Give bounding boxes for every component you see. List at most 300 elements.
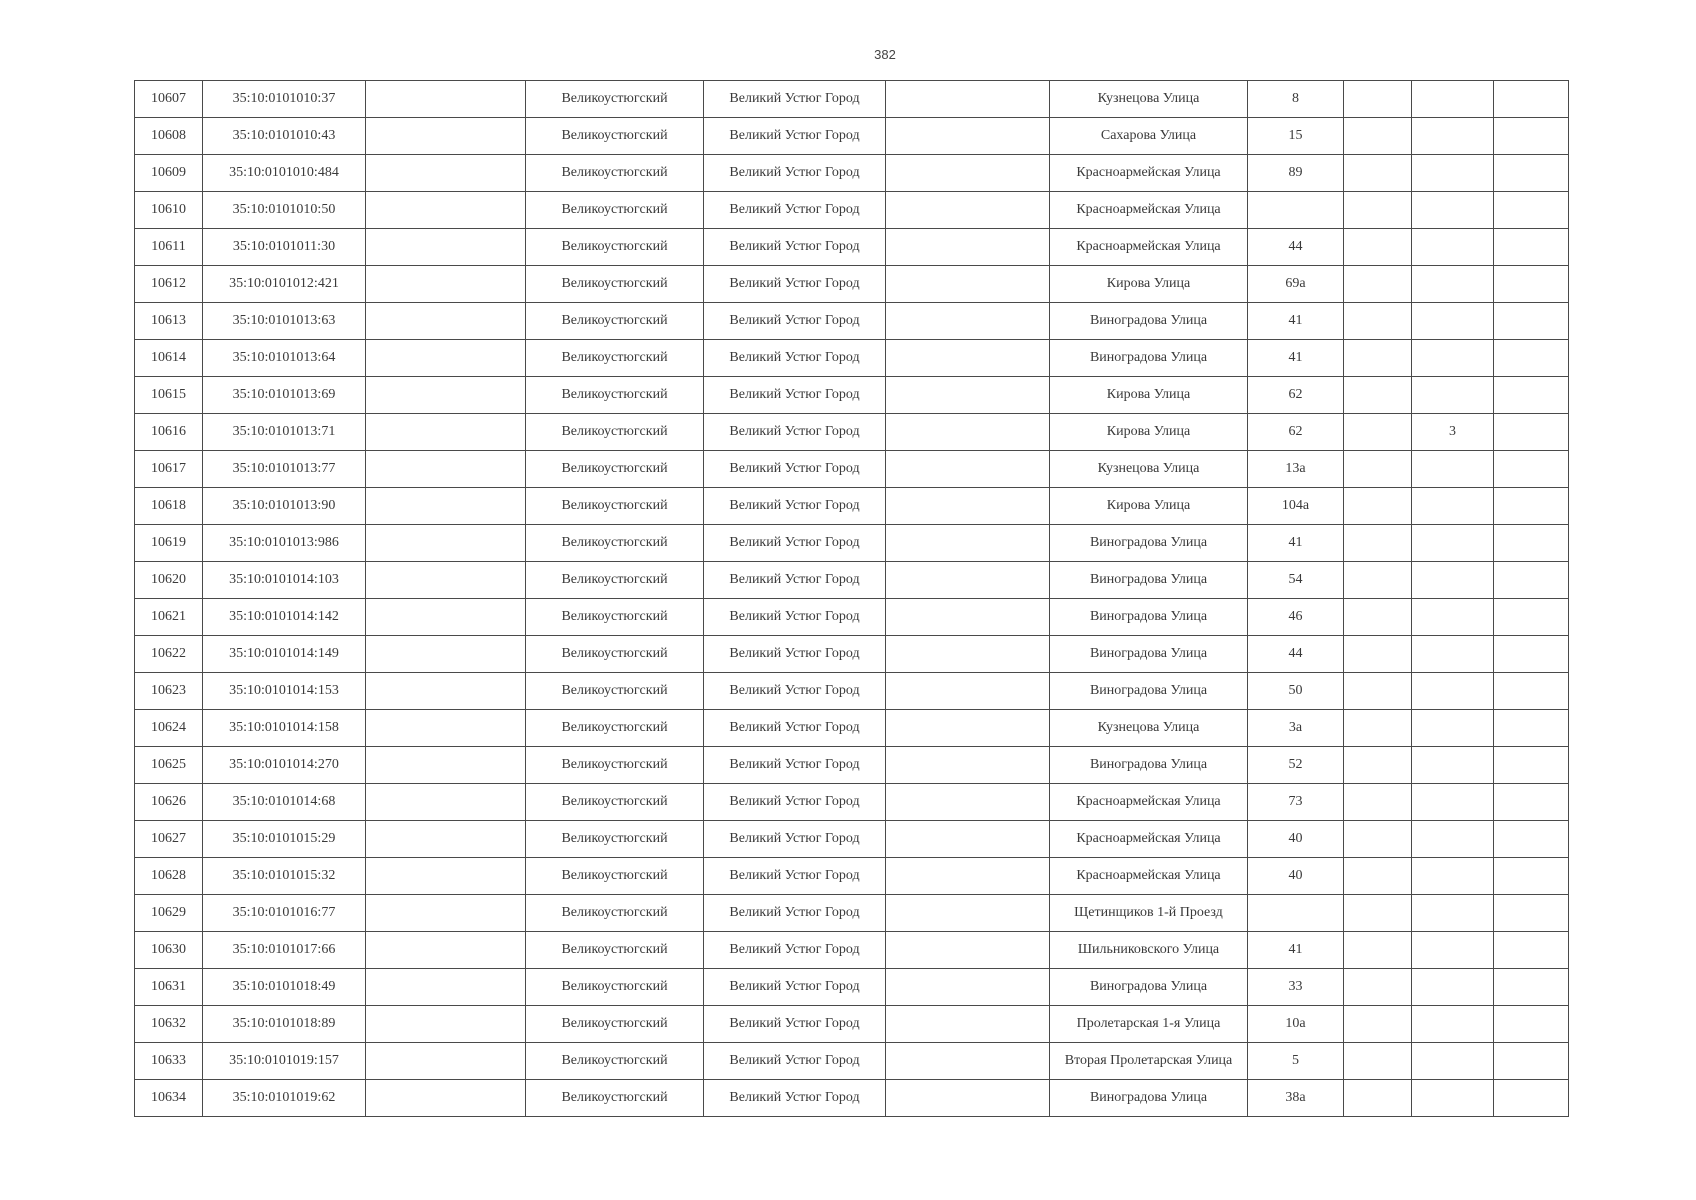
cell-blank-column-d xyxy=(1494,932,1569,969)
cell-district: Великоустюгский xyxy=(526,932,704,969)
cell-row-number: 10628 xyxy=(135,858,203,895)
cell-blank-column-b xyxy=(886,710,1050,747)
cell-blank-column-d xyxy=(1494,1043,1569,1080)
table-row xyxy=(135,710,1569,747)
cell-apartment xyxy=(1412,1043,1494,1080)
cell-district: Великоустюгский xyxy=(526,895,704,932)
cell-house-number: 3а xyxy=(1248,710,1344,747)
cell-row-number: 10626 xyxy=(135,784,203,821)
cell-cadastral-number: 35:10:0101014:149 xyxy=(203,636,366,673)
cell-house-number: 41 xyxy=(1248,303,1344,340)
cell-row-number: 10632 xyxy=(135,1006,203,1043)
cell-row-number: 10622 xyxy=(135,636,203,673)
cell-street: Сахарова Улица xyxy=(1050,118,1248,155)
cell-blank-column-a xyxy=(366,784,526,821)
cell-district: Великоустюгский xyxy=(526,266,704,303)
cell-cadastral-number: 35:10:0101016:77 xyxy=(203,895,366,932)
cell-street: Кузнецова Улица xyxy=(1050,81,1248,118)
cell-blank-column-a xyxy=(366,451,526,488)
cell-blank-column-b xyxy=(886,451,1050,488)
cell-street: Красноармейская Улица xyxy=(1050,821,1248,858)
cell-district: Великоустюгский xyxy=(526,969,704,1006)
cell-row-number: 10607 xyxy=(135,81,203,118)
cell-blank-column-b xyxy=(886,895,1050,932)
cell-blank-column-c xyxy=(1344,266,1412,303)
cell-settlement: Великий Устюг Город xyxy=(704,229,886,266)
cell-blank-column-b xyxy=(886,1080,1050,1117)
cell-house-number: 8 xyxy=(1248,81,1344,118)
cell-apartment xyxy=(1412,562,1494,599)
table-row xyxy=(135,821,1569,858)
cell-blank-column-d xyxy=(1494,858,1569,895)
cell-blank-column-b xyxy=(886,155,1050,192)
cell-street: Кирова Улица xyxy=(1050,377,1248,414)
cell-cadastral-number: 35:10:0101017:66 xyxy=(203,932,366,969)
cell-street: Виноградова Улица xyxy=(1050,303,1248,340)
cell-cadastral-number: 35:10:0101013:986 xyxy=(203,525,366,562)
cell-street: Красноармейская Улица xyxy=(1050,858,1248,895)
cell-blank-column-c xyxy=(1344,932,1412,969)
cell-row-number: 10629 xyxy=(135,895,203,932)
cell-row-number: 10617 xyxy=(135,451,203,488)
cell-settlement: Великий Устюг Город xyxy=(704,266,886,303)
registry-table xyxy=(134,80,1569,1117)
cell-house-number xyxy=(1248,895,1344,932)
cell-house-number: 5 xyxy=(1248,1043,1344,1080)
cell-apartment xyxy=(1412,784,1494,821)
cell-blank-column-b xyxy=(886,266,1050,303)
cell-settlement: Великий Устюг Город xyxy=(704,562,886,599)
cell-blank-column-b xyxy=(886,599,1050,636)
cell-street: Кузнецова Улица xyxy=(1050,710,1248,747)
cell-street: Кирова Улица xyxy=(1050,414,1248,451)
cell-house-number: 44 xyxy=(1248,636,1344,673)
cell-district: Великоустюгский xyxy=(526,710,704,747)
cell-blank-column-a xyxy=(366,562,526,599)
table-row xyxy=(135,340,1569,377)
cell-settlement: Великий Устюг Город xyxy=(704,784,886,821)
cell-street: Шильниковского Улица xyxy=(1050,932,1248,969)
cell-house-number: 104а xyxy=(1248,488,1344,525)
cell-blank-column-c xyxy=(1344,340,1412,377)
cell-house-number: 15 xyxy=(1248,118,1344,155)
cell-row-number: 10615 xyxy=(135,377,203,414)
cell-cadastral-number: 35:10:0101015:32 xyxy=(203,858,366,895)
cell-blank-column-d xyxy=(1494,710,1569,747)
table-row xyxy=(135,784,1569,821)
cell-district: Великоустюгский xyxy=(526,1043,704,1080)
cell-blank-column-a xyxy=(366,969,526,1006)
table-row xyxy=(135,451,1569,488)
cell-blank-column-c xyxy=(1344,488,1412,525)
cell-blank-column-d xyxy=(1494,488,1569,525)
cell-blank-column-d xyxy=(1494,969,1569,1006)
cell-blank-column-c xyxy=(1344,1080,1412,1117)
cell-blank-column-a xyxy=(366,229,526,266)
cell-row-number: 10608 xyxy=(135,118,203,155)
cell-settlement: Великий Устюг Город xyxy=(704,303,886,340)
cell-house-number: 41 xyxy=(1248,525,1344,562)
cell-settlement: Великий Устюг Город xyxy=(704,636,886,673)
table-row xyxy=(135,1080,1569,1117)
cell-cadastral-number: 35:10:0101018:89 xyxy=(203,1006,366,1043)
cell-row-number: 10609 xyxy=(135,155,203,192)
cell-house-number: 10а xyxy=(1248,1006,1344,1043)
cell-street: Виноградова Улица xyxy=(1050,562,1248,599)
cell-apartment xyxy=(1412,821,1494,858)
table-row xyxy=(135,1043,1569,1080)
cell-street: Красноармейская Улица xyxy=(1050,192,1248,229)
cell-blank-column-c xyxy=(1344,858,1412,895)
page-number: 382 xyxy=(874,47,896,62)
cell-cadastral-number: 35:10:0101019:62 xyxy=(203,1080,366,1117)
cell-apartment xyxy=(1412,1080,1494,1117)
cell-district: Великоустюгский xyxy=(526,377,704,414)
cell-house-number: 46 xyxy=(1248,599,1344,636)
cell-row-number: 10631 xyxy=(135,969,203,1006)
table-row xyxy=(135,747,1569,784)
cell-apartment xyxy=(1412,451,1494,488)
cell-house-number: 38а xyxy=(1248,1080,1344,1117)
cell-apartment xyxy=(1412,377,1494,414)
cell-blank-column-c xyxy=(1344,229,1412,266)
cell-cadastral-number: 35:10:0101013:77 xyxy=(203,451,366,488)
table-row xyxy=(135,1006,1569,1043)
cell-house-number: 62 xyxy=(1248,414,1344,451)
table-row xyxy=(135,81,1569,118)
cell-house-number: 13а xyxy=(1248,451,1344,488)
cell-cadastral-number: 35:10:0101014:158 xyxy=(203,710,366,747)
table-row xyxy=(135,673,1569,710)
cell-row-number: 10620 xyxy=(135,562,203,599)
cell-apartment xyxy=(1412,118,1494,155)
cell-apartment xyxy=(1412,266,1494,303)
cell-blank-column-b xyxy=(886,673,1050,710)
cell-row-number: 10610 xyxy=(135,192,203,229)
cell-apartment xyxy=(1412,932,1494,969)
cell-apartment xyxy=(1412,710,1494,747)
cell-blank-column-a xyxy=(366,414,526,451)
cell-blank-column-b xyxy=(886,229,1050,266)
cell-blank-column-b xyxy=(886,747,1050,784)
cell-blank-column-c xyxy=(1344,525,1412,562)
table-row xyxy=(135,229,1569,266)
cell-blank-column-d xyxy=(1494,562,1569,599)
cell-district: Великоустюгский xyxy=(526,1080,704,1117)
cell-blank-column-c xyxy=(1344,377,1412,414)
cell-cadastral-number: 35:10:0101015:29 xyxy=(203,821,366,858)
cell-blank-column-a xyxy=(366,155,526,192)
cell-blank-column-d xyxy=(1494,81,1569,118)
cell-street: Виноградова Улица xyxy=(1050,1080,1248,1117)
cell-apartment xyxy=(1412,636,1494,673)
cell-blank-column-a xyxy=(366,673,526,710)
cell-street: Виноградова Улица xyxy=(1050,636,1248,673)
cell-district: Великоустюгский xyxy=(526,1006,704,1043)
cell-blank-column-a xyxy=(366,266,526,303)
cell-row-number: 10625 xyxy=(135,747,203,784)
cell-blank-column-c xyxy=(1344,1043,1412,1080)
cell-blank-column-a xyxy=(366,1080,526,1117)
cell-district: Великоустюгский xyxy=(526,636,704,673)
cell-blank-column-a xyxy=(366,858,526,895)
cell-blank-column-b xyxy=(886,1043,1050,1080)
cell-street: Виноградова Улица xyxy=(1050,525,1248,562)
cell-settlement: Великий Устюг Город xyxy=(704,1080,886,1117)
cell-blank-column-a xyxy=(366,488,526,525)
cell-blank-column-a xyxy=(366,81,526,118)
cell-apartment xyxy=(1412,599,1494,636)
cell-apartment xyxy=(1412,488,1494,525)
cell-blank-column-d xyxy=(1494,229,1569,266)
cell-house-number: 62 xyxy=(1248,377,1344,414)
cell-blank-column-d xyxy=(1494,821,1569,858)
cell-house-number: 73 xyxy=(1248,784,1344,821)
cell-house-number: 33 xyxy=(1248,969,1344,1006)
cell-apartment xyxy=(1412,155,1494,192)
registry-table-body xyxy=(135,81,1569,1117)
cell-street: Щетинщиков 1-й Проезд xyxy=(1050,895,1248,932)
cell-street: Вторая Пролетарская Улица xyxy=(1050,1043,1248,1080)
cell-apartment xyxy=(1412,340,1494,377)
cell-blank-column-d xyxy=(1494,895,1569,932)
cell-settlement: Великий Устюг Город xyxy=(704,858,886,895)
cell-blank-column-c xyxy=(1344,303,1412,340)
cell-apartment xyxy=(1412,81,1494,118)
cell-blank-column-d xyxy=(1494,636,1569,673)
cell-settlement: Великий Устюг Город xyxy=(704,414,886,451)
cell-blank-column-b xyxy=(886,525,1050,562)
cell-district: Великоустюгский xyxy=(526,673,704,710)
cell-cadastral-number: 35:10:0101010:484 xyxy=(203,155,366,192)
cell-cadastral-number: 35:10:0101019:157 xyxy=(203,1043,366,1080)
cell-street: Виноградова Улица xyxy=(1050,747,1248,784)
table-row xyxy=(135,969,1569,1006)
cell-apartment xyxy=(1412,192,1494,229)
cell-blank-column-d xyxy=(1494,673,1569,710)
cell-street: Пролетарская 1-я Улица xyxy=(1050,1006,1248,1043)
cell-cadastral-number: 35:10:0101010:43 xyxy=(203,118,366,155)
cell-row-number: 10618 xyxy=(135,488,203,525)
cell-cadastral-number: 35:10:0101013:63 xyxy=(203,303,366,340)
cell-blank-column-a xyxy=(366,1006,526,1043)
cell-blank-column-c xyxy=(1344,821,1412,858)
cell-row-number: 10614 xyxy=(135,340,203,377)
cell-street: Красноармейская Улица xyxy=(1050,784,1248,821)
cell-district: Великоустюгский xyxy=(526,562,704,599)
cell-house-number: 41 xyxy=(1248,340,1344,377)
cell-blank-column-b xyxy=(886,303,1050,340)
cell-cadastral-number: 35:10:0101014:103 xyxy=(203,562,366,599)
cell-settlement: Великий Устюг Город xyxy=(704,599,886,636)
cell-cadastral-number: 35:10:0101014:68 xyxy=(203,784,366,821)
cell-settlement: Великий Устюг Город xyxy=(704,525,886,562)
cell-row-number: 10634 xyxy=(135,1080,203,1117)
cell-house-number: 41 xyxy=(1248,932,1344,969)
cell-cadastral-number: 35:10:0101010:50 xyxy=(203,192,366,229)
cell-apartment: 3 xyxy=(1412,414,1494,451)
cell-blank-column-c xyxy=(1344,673,1412,710)
cell-blank-column-a xyxy=(366,192,526,229)
cell-blank-column-b xyxy=(886,488,1050,525)
cell-blank-column-a xyxy=(366,747,526,784)
cell-settlement: Великий Устюг Город xyxy=(704,673,886,710)
cell-blank-column-b xyxy=(886,118,1050,155)
cell-blank-column-b xyxy=(886,1006,1050,1043)
cell-blank-column-c xyxy=(1344,636,1412,673)
cell-street: Красноармейская Улица xyxy=(1050,229,1248,266)
cell-cadastral-number: 35:10:0101011:30 xyxy=(203,229,366,266)
cell-settlement: Великий Устюг Город xyxy=(704,488,886,525)
cell-cadastral-number: 35:10:0101013:90 xyxy=(203,488,366,525)
table-row xyxy=(135,636,1569,673)
cell-blank-column-d xyxy=(1494,1006,1569,1043)
table-row xyxy=(135,155,1569,192)
cell-blank-column-b xyxy=(886,821,1050,858)
cell-blank-column-d xyxy=(1494,266,1569,303)
cell-settlement: Великий Устюг Город xyxy=(704,377,886,414)
cell-blank-column-a xyxy=(366,599,526,636)
cell-apartment xyxy=(1412,747,1494,784)
cell-blank-column-b xyxy=(886,414,1050,451)
cell-settlement: Великий Устюг Город xyxy=(704,1006,886,1043)
table-row xyxy=(135,118,1569,155)
table-row xyxy=(135,377,1569,414)
cell-house-number: 50 xyxy=(1248,673,1344,710)
cell-house-number: 54 xyxy=(1248,562,1344,599)
cell-settlement: Великий Устюг Город xyxy=(704,1043,886,1080)
cell-district: Великоустюгский xyxy=(526,81,704,118)
table-row xyxy=(135,192,1569,229)
cell-blank-column-d xyxy=(1494,340,1569,377)
cell-apartment xyxy=(1412,673,1494,710)
cell-district: Великоустюгский xyxy=(526,747,704,784)
cell-blank-column-b xyxy=(886,340,1050,377)
cell-street: Кирова Улица xyxy=(1050,488,1248,525)
cell-street: Кузнецова Улица xyxy=(1050,451,1248,488)
cell-house-number: 69а xyxy=(1248,266,1344,303)
cell-blank-column-b xyxy=(886,636,1050,673)
cell-blank-column-d xyxy=(1494,784,1569,821)
cell-house-number: 44 xyxy=(1248,229,1344,266)
cell-district: Великоустюгский xyxy=(526,451,704,488)
table-row xyxy=(135,414,1569,451)
cell-cadastral-number: 35:10:0101014:270 xyxy=(203,747,366,784)
cell-cadastral-number: 35:10:0101012:421 xyxy=(203,266,366,303)
cell-blank-column-b xyxy=(886,192,1050,229)
cell-street: Виноградова Улица xyxy=(1050,969,1248,1006)
cell-street: Красноармейская Улица xyxy=(1050,155,1248,192)
cell-district: Великоустюгский xyxy=(526,192,704,229)
cell-settlement: Великий Устюг Город xyxy=(704,747,886,784)
cell-blank-column-d xyxy=(1494,1080,1569,1117)
cell-blank-column-c xyxy=(1344,155,1412,192)
cell-blank-column-d xyxy=(1494,303,1569,340)
cell-street: Кирова Улица xyxy=(1050,266,1248,303)
cell-street: Виноградова Улица xyxy=(1050,340,1248,377)
table-row xyxy=(135,488,1569,525)
cell-district: Великоустюгский xyxy=(526,118,704,155)
cell-district: Великоустюгский xyxy=(526,340,704,377)
cell-apartment xyxy=(1412,1006,1494,1043)
cell-settlement: Великий Устюг Город xyxy=(704,932,886,969)
cell-blank-column-b xyxy=(886,784,1050,821)
cell-blank-column-a xyxy=(366,340,526,377)
cell-district: Великоустюгский xyxy=(526,821,704,858)
cell-blank-column-c xyxy=(1344,192,1412,229)
cell-district: Великоустюгский xyxy=(526,525,704,562)
cell-cadastral-number: 35:10:0101014:142 xyxy=(203,599,366,636)
cell-settlement: Великий Устюг Город xyxy=(704,451,886,488)
cell-blank-column-a xyxy=(366,636,526,673)
cell-blank-column-d xyxy=(1494,525,1569,562)
table-row xyxy=(135,303,1569,340)
cell-blank-column-d xyxy=(1494,377,1569,414)
cell-blank-column-c xyxy=(1344,710,1412,747)
cell-house-number: 40 xyxy=(1248,858,1344,895)
cell-blank-column-a xyxy=(366,895,526,932)
cell-blank-column-a xyxy=(366,303,526,340)
cell-blank-column-c xyxy=(1344,895,1412,932)
cell-settlement: Великий Устюг Город xyxy=(704,81,886,118)
cell-cadastral-number: 35:10:0101013:69 xyxy=(203,377,366,414)
table-row xyxy=(135,525,1569,562)
table-row xyxy=(135,895,1569,932)
cell-blank-column-b xyxy=(886,969,1050,1006)
cell-cadastral-number: 35:10:0101010:37 xyxy=(203,81,366,118)
cell-blank-column-c xyxy=(1344,599,1412,636)
cell-street: Виноградова Улица xyxy=(1050,599,1248,636)
table-row xyxy=(135,266,1569,303)
cell-settlement: Великий Устюг Город xyxy=(704,155,886,192)
cell-row-number: 10630 xyxy=(135,932,203,969)
cell-blank-column-a xyxy=(366,1043,526,1080)
cell-blank-column-c xyxy=(1344,451,1412,488)
cell-apartment xyxy=(1412,229,1494,266)
cell-blank-column-d xyxy=(1494,192,1569,229)
cell-district: Великоустюгский xyxy=(526,414,704,451)
cell-blank-column-b xyxy=(886,932,1050,969)
cell-apartment xyxy=(1412,858,1494,895)
cell-blank-column-a xyxy=(366,932,526,969)
cell-row-number: 10621 xyxy=(135,599,203,636)
cell-blank-column-a xyxy=(366,821,526,858)
cell-blank-column-a xyxy=(366,525,526,562)
cell-house-number: 40 xyxy=(1248,821,1344,858)
cell-cadastral-number: 35:10:0101013:64 xyxy=(203,340,366,377)
cell-row-number: 10611 xyxy=(135,229,203,266)
cell-cadastral-number: 35:10:0101018:49 xyxy=(203,969,366,1006)
cell-row-number: 10624 xyxy=(135,710,203,747)
cell-blank-column-d xyxy=(1494,451,1569,488)
cell-blank-column-a xyxy=(366,710,526,747)
cell-blank-column-a xyxy=(366,118,526,155)
table-row xyxy=(135,562,1569,599)
cell-house-number: 89 xyxy=(1248,155,1344,192)
cell-house-number xyxy=(1248,192,1344,229)
table-row xyxy=(135,858,1569,895)
cell-row-number: 10623 xyxy=(135,673,203,710)
cell-district: Великоустюгский xyxy=(526,488,704,525)
cell-blank-column-b xyxy=(886,377,1050,414)
cell-settlement: Великий Устюг Город xyxy=(704,340,886,377)
cell-settlement: Великий Устюг Город xyxy=(704,118,886,155)
cell-settlement: Великий Устюг Город xyxy=(704,710,886,747)
cell-blank-column-d xyxy=(1494,414,1569,451)
cell-blank-column-c xyxy=(1344,1006,1412,1043)
table-row xyxy=(135,599,1569,636)
cell-blank-column-b xyxy=(886,81,1050,118)
